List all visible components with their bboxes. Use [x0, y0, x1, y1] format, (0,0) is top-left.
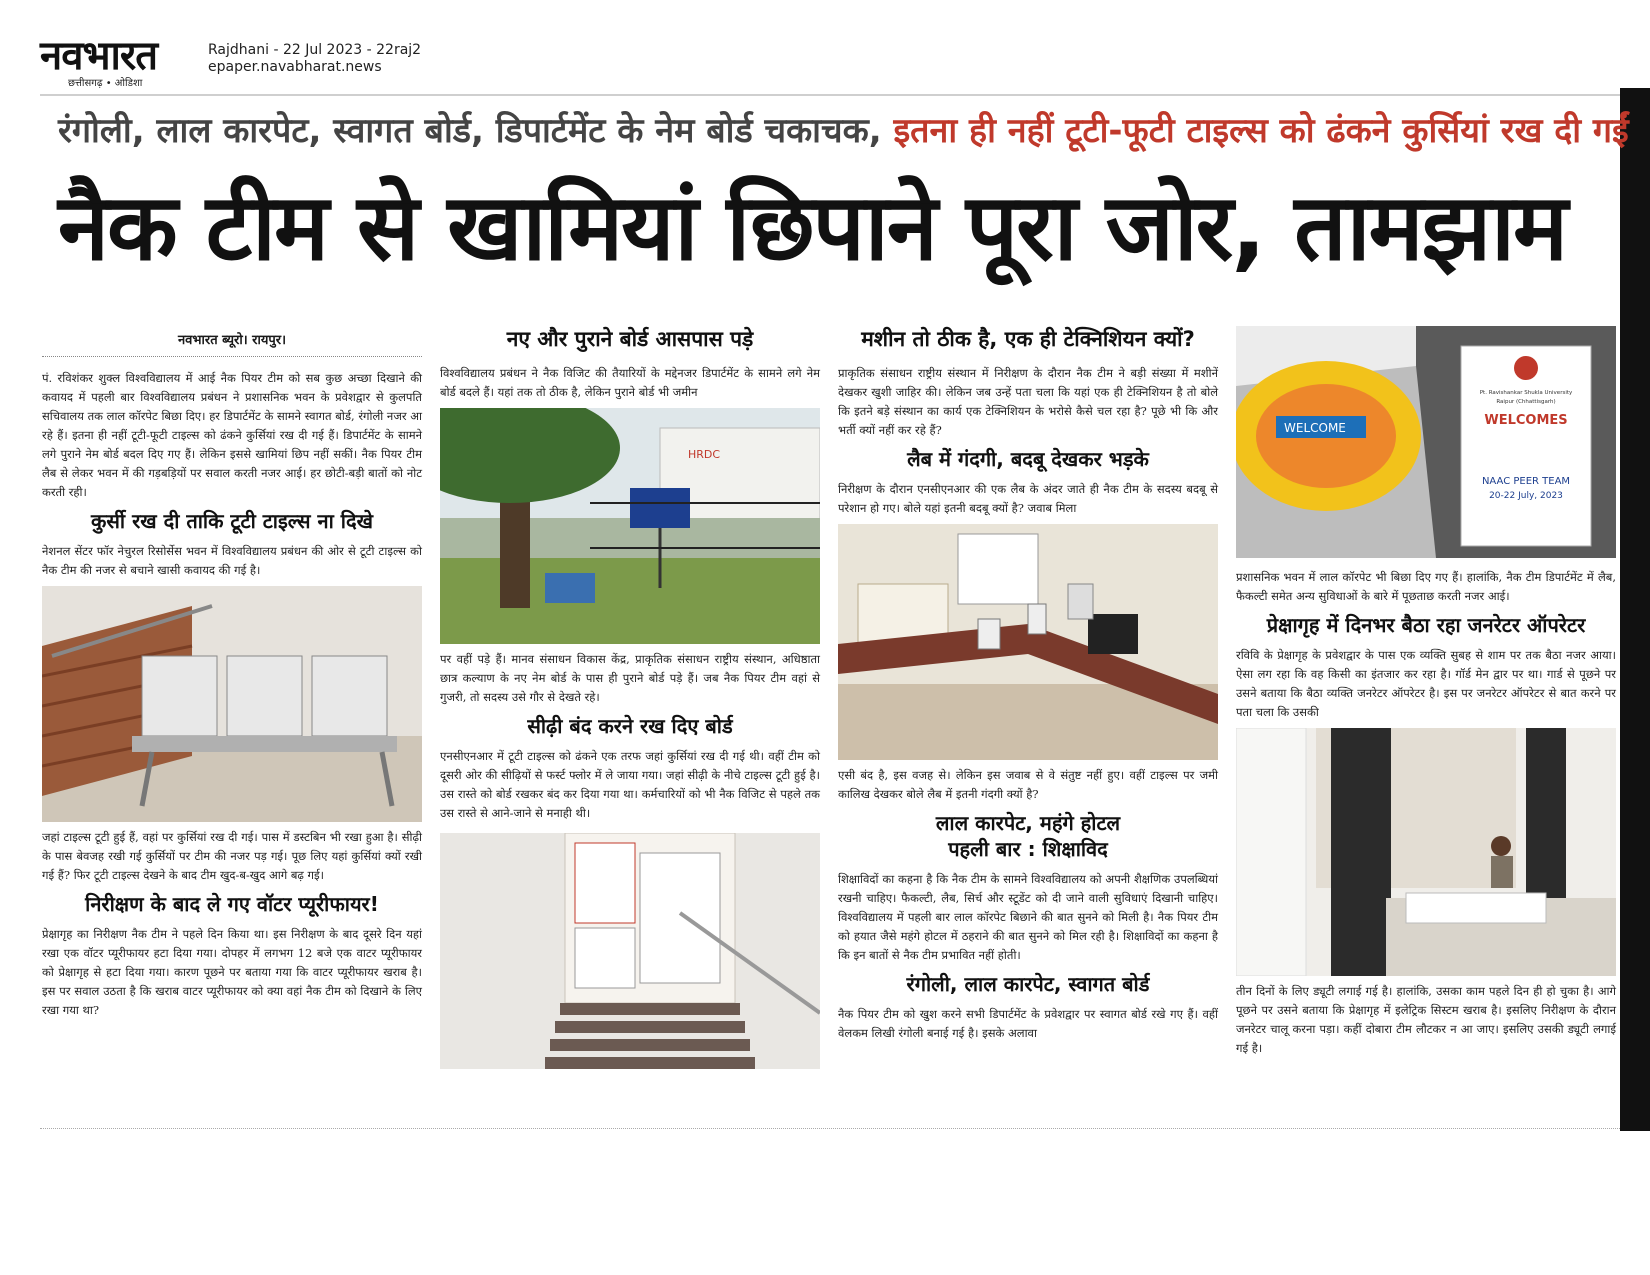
photo-staircase-blocked [440, 833, 820, 1069]
col2-subheading-1: सीढ़ी बंद करने रख दिए बोर्ड [527, 714, 733, 738]
kicker-part-2: इतना ही नहीं टूटी-फूटी टाइल्स को ढंकने कुर्सियां रख दी गईं [881, 111, 1629, 151]
col1-paragraph-4: प्रेक्षागृह का निरीक्षण नैक टीम ने पहले दिन किया था। इस निरीक्षण के बाद दूसरे दिन यहां रखा एक वॉटर प्यूरीफायर हटा दिया गया। दोपहर में लगभग 12 बजे एक वाटर प्यूरीफायर को प्रेक्षागृह से हटा दिया गया। कारण पूछने पर बताया गया कि वाटर प्यूरीफायर खराब है। इस पर सवाल उठता है कि खराब वाटर प्यूरीफायर को क्या वहां नैक टीम को दिखाने के लिए रखा गया था? [42, 927, 422, 1017]
edition-line: Rajdhani - 22 Jul 2023 - 22raj2 [208, 42, 422, 58]
column-1 [42, 330, 422, 1020]
photo-chairs-on-broken-tiles [42, 586, 422, 822]
sign-dates: 20-22 July, 2023 [1489, 491, 1563, 501]
website-link[interactable]: epaper.navabharat.news [208, 59, 382, 75]
col4-paragraph-1: प्रशासनिक भवन में लाल कॉरपेट भी बिछा दिए गए हैं। हालांकि, नैक टीम डिपार्टमेंट में लैब, फैकल्टी समेत अन्य सुविधाओं के बारे में पूछताछ करती नजर आई। [1236, 570, 1616, 603]
page-bottom-divider [40, 1128, 1620, 1129]
sign-welcomes: WELCOMES [1484, 413, 1568, 428]
photo-rangoli-welcome-board [1236, 326, 1616, 558]
masthead-divider [40, 94, 1620, 96]
col3-subheading-2b: पहली बार : शिक्षाविद [948, 837, 1108, 861]
col3-subheading-2a: लाल कारपेट, महंगे होटल [935, 811, 1121, 835]
kicker-part-1: रंगोली, लाल कारपेट, स्वागत बोर्ड, डिपार्टमेंट के नेम बोर्ड चकाचक, [58, 111, 882, 151]
newspaper-logo [40, 34, 190, 92]
rangoli-welcome-text: WELCOME [1284, 421, 1346, 435]
photo-old-new-boards [440, 408, 820, 644]
byline: नवभारत ब्यूरो। रायपुर। [42, 330, 422, 357]
photo-generator-operator [1236, 728, 1616, 976]
col3-paragraph-2: निरीक्षण के दौरान एनसीएनआर की एक लैब के अंदर जाते ही नैक टीम के सदस्य बदबू से परेशान हो गए। बोले यहां इतनी बदबू क्यों है? जवाब मिला [838, 482, 1218, 515]
main-headline: नैक टीम से खामियां छिपाने पूरा जोर, तामझाम [58, 174, 1566, 281]
col3-section-title: मशीन तो ठीक है, एक ही टेक्निशियन क्यों? [861, 327, 1195, 351]
column-3 [838, 326, 1218, 1043]
sign-city: Raipur (Chhattisgarh) [1496, 399, 1556, 405]
col1-paragraph-3: जहां टाइल्स टूटी हुई हैं, वहां पर कुर्सियां रख दी गई। पास में डस्टबिन भी रखा हुआ है। सीढ़ी के पास बेवजह रखी गई कुर्सियों पर टीम की नजर पड़ गई। पूछ लिए यहां कुर्सियां क्यों रखी गई हैं? फिर टूटी टाइल्स देखने के बाद टीम खुद-ब-खुद आगे बढ़ गई। [42, 830, 422, 882]
logo-subtitle: छत्तीसगढ़ • ओडिशा [68, 78, 143, 89]
sign-naac-peer-team: NAAC PEER TEAM [1481, 476, 1571, 487]
col3-paragraph-1: प्राकृतिक संसाधन राष्ट्रीय संस्थान में निरीक्षण के दौरान नैक टीम ने बड़ी संख्या में मशीनें देखकर खुशी जाहिर की। लेकिन जब उन्हें पता चला कि यहां एक ही टेक्निशियन है तो बोले कि इतने बड़े संस्थान का कार्य एक टेक्निशियन के भरोसे कैसे चल रहा है? पूछे भी कि और भर्ती क्यों नहीं कर रहे हैं? [838, 366, 1218, 437]
col1-subheading-1: कुर्सी रख दी ताकि टूटी टाइल्स ना दिखे [91, 509, 373, 533]
col3-paragraph-3: एसी बंद है, इस वजह से। लेकिन इस जवाब से वे संतुष्ट नहीं हुए। वहीं टाइल्स पर जमी कालिख देखकर बोले लैब में इतनी गंदगी क्यों है? [838, 768, 1218, 801]
sign-university-name: Pt. Ravishankar Shukla University [1479, 390, 1573, 396]
col1-paragraph-1: पं. रविशंकर शुक्ल विश्वविद्यालय में आई नैक पियर टीम को सब कुछ अच्छा दिखाने की कवायद में पहली बार विश्वविद्यालय प्रबंधन ने प्रशासनिक भवन के प्रवेशद्वार से कुलपति सचिवालय तक लाल कॉरपेट बिछा दिए। हर डिपार्टमेंट के सामने स्वागत बोर्ड, रंगोली नजर आ रहे हैं। इतना ही नहीं टूटी-फूटी टाइल्स को ढंकने कुर्सियां रख दी गई हैं। डिपार्टमेंट के सामने लगे पुराने नेम बोर्ड बदल दिए गए हैं। लेकिन इससे खामियां छिप नहीं सकीं। नैक पियर टीम लैब से लेकर भवन में की गड़बड़ियों पर सवाल करती नजर आई। हर छोटी-बड़ी बातों को नोट करती रही। [42, 371, 422, 499]
photo-dirty-lab [838, 524, 1218, 760]
page-edge-bar [1620, 88, 1650, 1131]
col4-subheading-1: प्रेक्षागृह में दिनभर बैठा रहा जनरेटर ऑपरेटर [1266, 613, 1586, 637]
col3-paragraph-4: शिक्षाविदों का कहना है कि नैक टीम के सामने विश्वविद्यालय को अपनी शैक्षणिक उपलब्धियां रखनी चाहिए। फैकल्टी, लैब, सिर्च और स्टूडेंट को दी जाने वाली सुविधाएं दिखानी चाहिए। विश्वविद्यालय में पहली बार लाल कॉरपेट बिछाने की बात सुनने को मिली है। नैक पियर टीम को हयात जैसे महंगे होटल में ठहराने की बात सुनने को मिल रही है। शिक्षाविदों का कहना है कि इन बातों से नैक टीम प्रभावित नहीं होती। [838, 872, 1218, 962]
col4-paragraph-2: रविवि के प्रेक्षागृह के प्रवेशद्वार के पास एक व्यक्ति सुबह से शाम पर तक बैठा नजर आया। ऐसा लग रहा कि वह किसी का इंतजार कर रहा है। गॉर्ड मेन द्वार पर था। गार्ड से पूछने पर उसने बताया कि बैठा व्यक्ति जनरेटर ऑपरेटर है। इस पर जनरेटर ऑपरेटर से बात करने पर पता चला कि उसकी [1236, 648, 1616, 719]
col2-paragraph-1: विश्वविद्यालय प्रबंधन ने नैक विजिट की तैयारियों के मद्देनजर डिपार्टमेंट के सामने लगे नेम बोर्ड बदले हैं। यहां तक तो ठीक है, लेकिन पुराने बोर्ड भी जमीन [440, 366, 820, 399]
col4-paragraph-3: तीन दिनों के लिए ड्यूटी लगाई गई है। हालांकि, उसका काम पहले दिन ही हो चुका है। आगे पूछने पर उसने बताया कि प्रेक्षागृह में इलेट्रिक सिस्टम खराब है। इसलिए निरीक्षण के दौरान जनरेटर चालू करना पड़ा। कहीं दोबारा टीम लौटकर न आ जाए। इसलिए उसकी ड्यूटी लगाई गई है। [1236, 984, 1616, 1055]
column-4 [1236, 326, 1616, 1058]
col2-paragraph-3: एनसीएनआर में टूटी टाइल्स को ढंकने एक तरफ जहां कुर्सियां रख दी गई थी। वहीं टीम को दूसरी ओर की सीढ़ियों से फर्स्ट फ्लोर में ले जाया गया। जहां सीढ़ी के नीचे टाइल्स टूटी हुई है। उस रास्ते को बोर्ड रखकर बंद कर दिया गया था। कर्मचारियों को भी नैक विजिट से पहले तक उस रास्ते से आने-जाने से मनाही थी। [440, 749, 820, 820]
col3-subheading-1: लैब में गंदगी, बदबू देखकर भड़के [907, 447, 1149, 471]
col1-paragraph-2: नेशनल सेंटर फॉर नेचुरल रिसोर्सेस भवन में विश्वविद्यालय प्रबंधन की ओर से टूटी टाइल्स को नैक टीम की नजर से बचाने खासी कवायद की गई है। [42, 544, 422, 577]
col3-subheading-3: रंगोली, लाल कारपेट, स्वागत बोर्ड [906, 972, 1150, 996]
col2-section-title: नए और पुराने बोर्ड आसपास पड़े [506, 327, 754, 351]
column-2 [440, 326, 820, 1075]
col1-subheading-2: निरीक्षण के बाद ले गए वॉटर प्यूरीफायर! [85, 892, 379, 916]
kicker-line [58, 110, 1629, 152]
logo-title: नवभारत [40, 33, 158, 79]
col3-paragraph-5: नैक पियर टीम को खुश करने सभी डिपार्टमेंट के प्रवेशद्वार पर स्वागत बोर्ड रखे गए हैं। वहीं वेलकम लिखी रंगोली बनाई गई है। इसके अलावा [838, 1007, 1218, 1040]
photo-sign-hrdc: HRDC [688, 448, 721, 461]
col2-paragraph-2: पर वहीं पड़े हैं। मानव संसाधन विकास केंद्र, प्राकृतिक संसाधन राष्ट्रीय संस्थान, अधिष्ठाता छात्र कल्याण के नए नेम बोर्ड के पास ही पुराने बोर्ड पड़े हैं। जब नैक पियर टीम वहां से गुजरी, तो सदस्य उसे गौर से देखते रहे। [440, 652, 820, 704]
edition-info [208, 42, 421, 76]
